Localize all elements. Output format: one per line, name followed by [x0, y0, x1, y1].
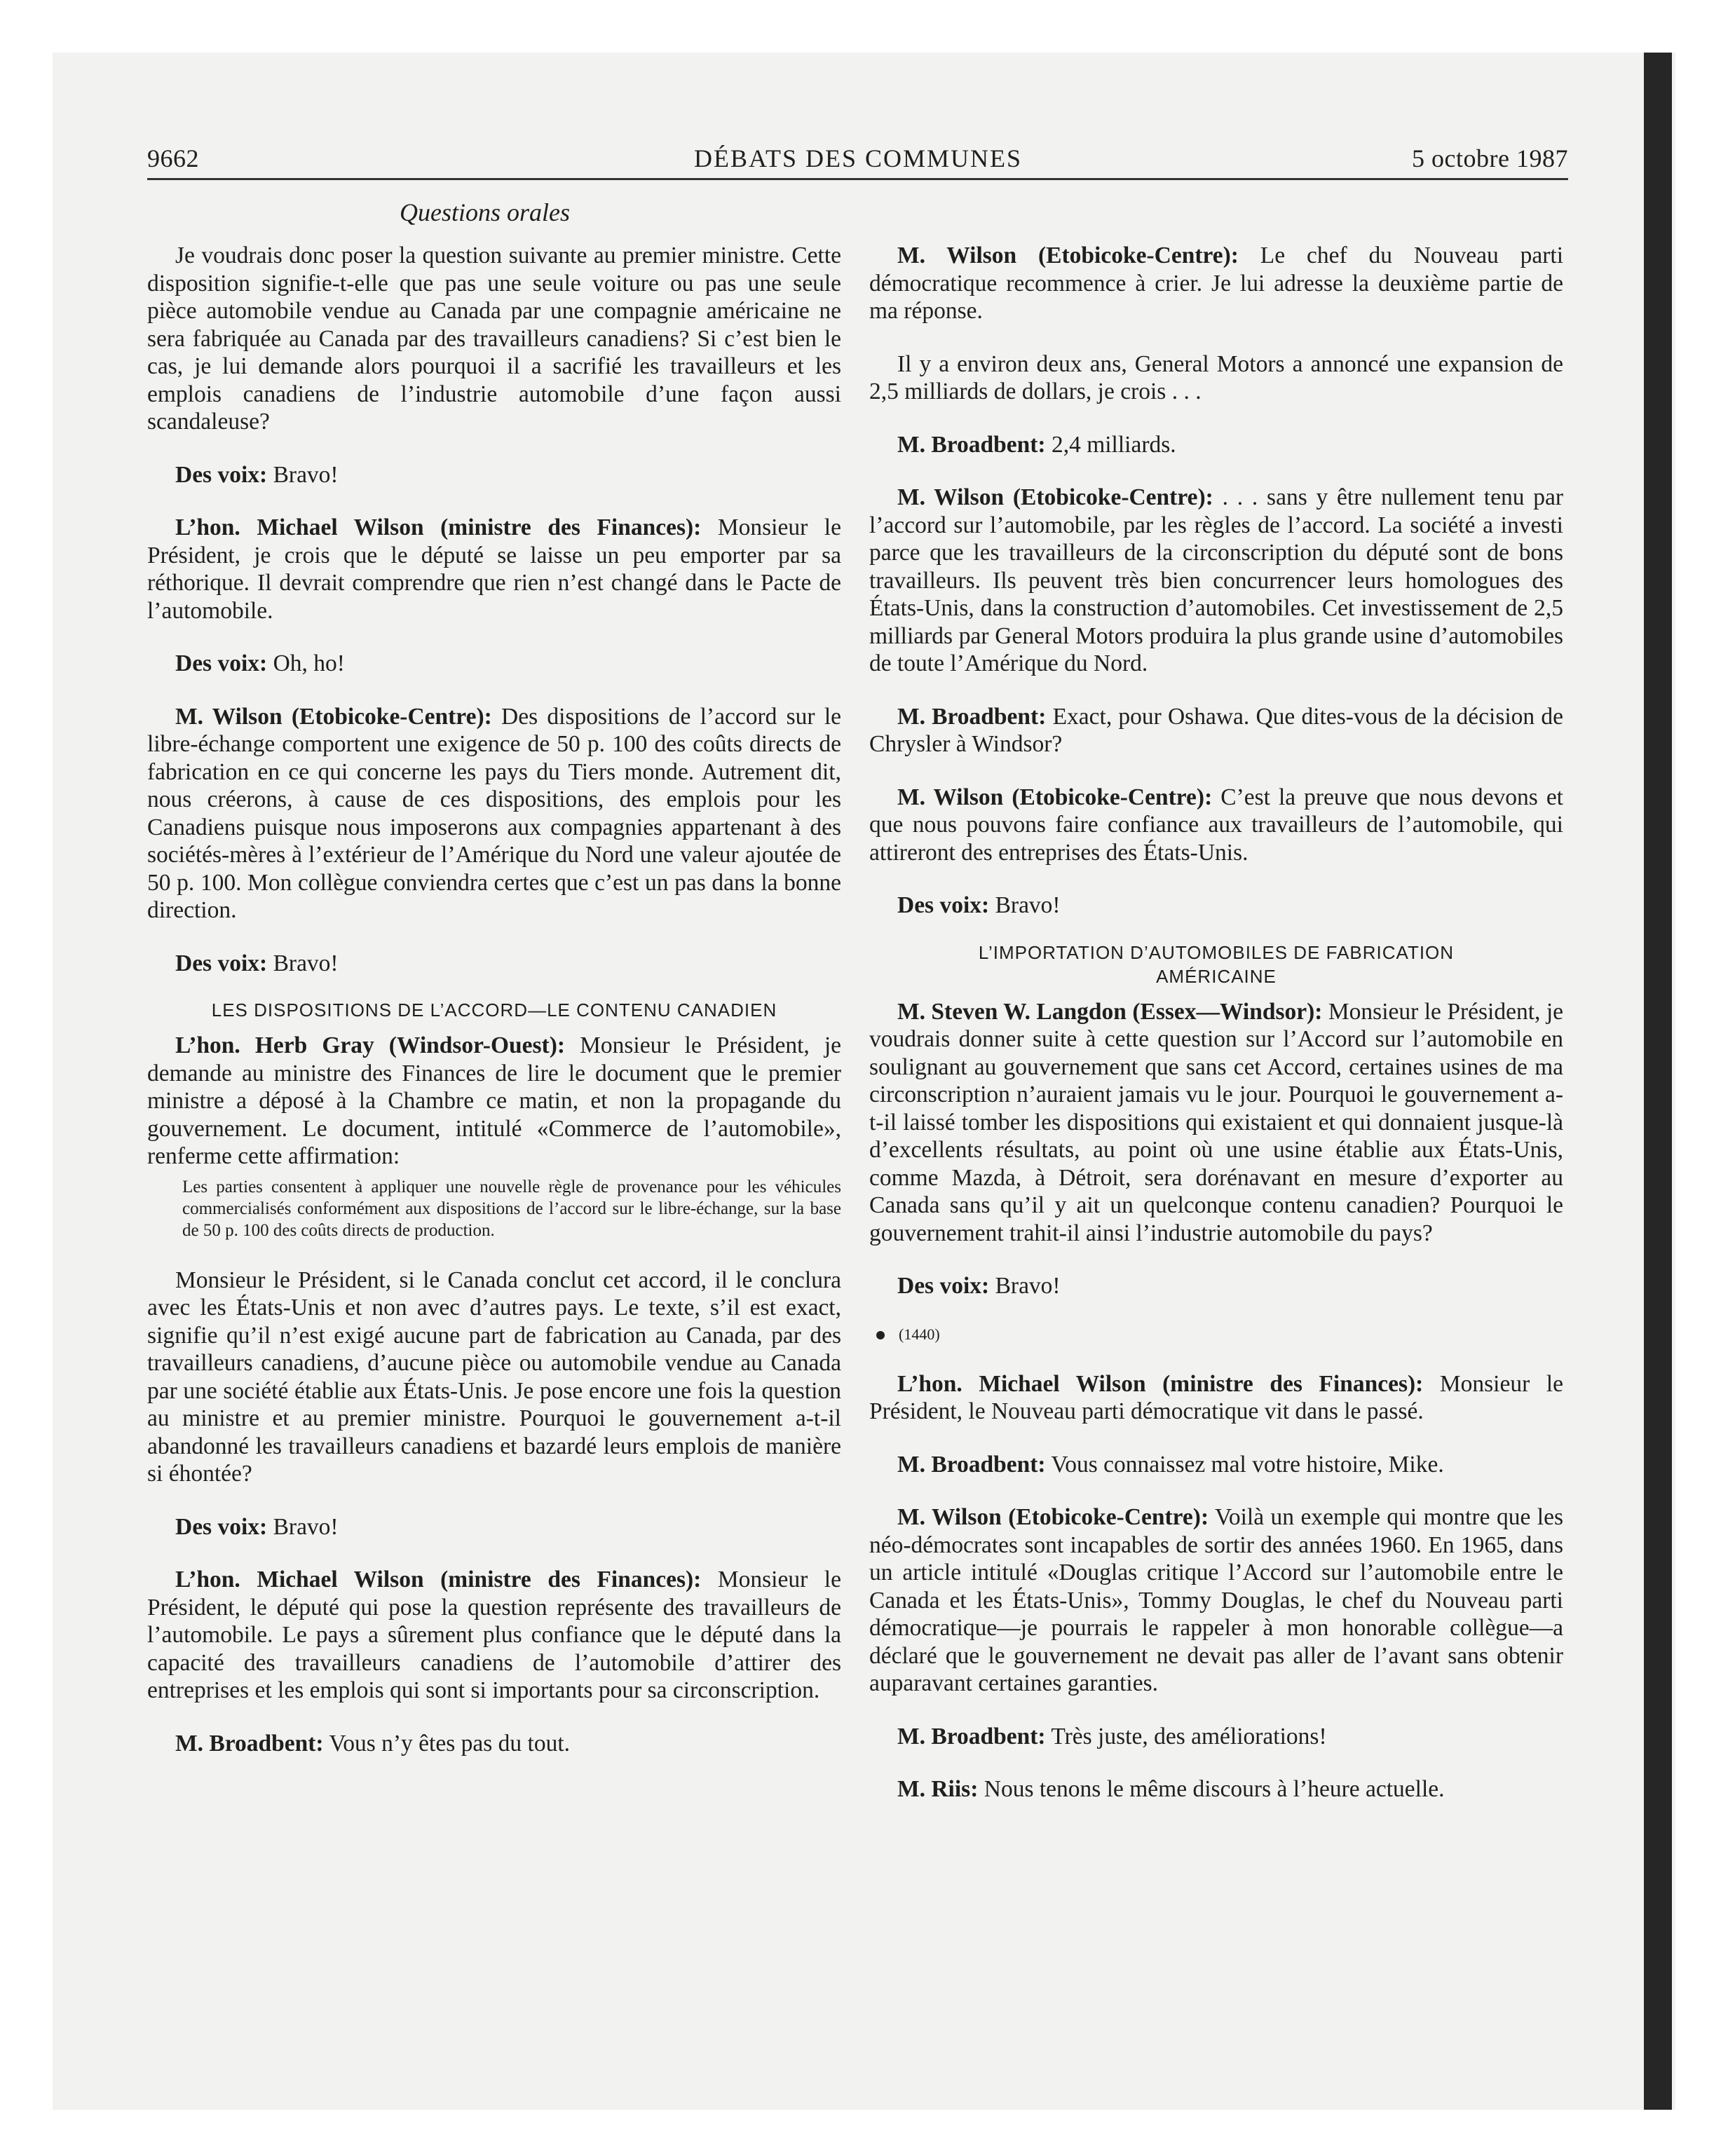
speech-text: Bravo!: [989, 1273, 1061, 1299]
scan-edge-bar: [1644, 53, 1672, 2110]
paragraph: [869, 484, 1563, 678]
paragraph: [869, 1723, 1563, 1751]
section-heading-line: AMÉRICAINE: [1156, 965, 1277, 987]
speech-text: Oh, ho!: [267, 650, 345, 676]
speaker-name: Des voix:: [175, 950, 268, 976]
speaker-name: Des voix:: [897, 1273, 990, 1299]
paragraph: [147, 461, 841, 489]
paragraph: [869, 242, 1563, 325]
bullet-dot-icon: [876, 1331, 885, 1339]
section-heading: LES DISPOSITIONS DE L’ACCORD—LE CONTENU CANADIEN: [211, 999, 777, 1021]
speech-text: Bravo!: [267, 950, 339, 976]
speech-text: Le chef du Nouveau parti démocratique recommence à crier. Je lui adresse la deuxième partie de ma réponse.: [869, 243, 1563, 324]
paragraph: [147, 1730, 841, 1758]
speech-text: Monsieur le Président, le député qui pose la question représente des travailleurs de l’automobile. Le pays a sûrement plus confiance que le député dans la capacité des travailleurs canadiens de l’automobile d’attirer des entreprises et les emplois qui sont si importants pour sa circonscription.: [147, 1567, 841, 1703]
speech-text: Monsieur le Président, je crois que le député se laisse un peu emporter par sa réthorique. Il devrait comprendre que rien n’est changé dans le Pacte de l’automobile.: [147, 514, 841, 624]
section-heading: [869, 941, 1563, 988]
paragraph: [869, 1370, 1563, 1426]
paragraph: Monsieur le Président, si le Canada conclut cet accord, il le conclura avec les États-Unis et non avec d’autres pays. Le texte, s’il est exact, signifie qu’il n’est exigé aucune part de fabrication au Canada, par des travailleurs canadiens, d’aucune pièce ou automobile vendue au Canada par une société établie aux États-Unis. Je pose encore une fois la question au ministre et au premier ministre. Pourquoi le gouvernement a-t-il abandonné les travailleurs canadiens et bazardé leurs emplois de manière si éhontée?: [147, 1267, 841, 1487]
speech-text: Vous connaissez mal votre histoire, Mike.: [1045, 1451, 1444, 1478]
paragraph: [869, 892, 1563, 920]
running-title: Questions orales: [400, 198, 570, 226]
paragraph: [147, 703, 841, 925]
speaker-name: L’hon. Herb Gray (Windsor-Ouest):: [175, 1032, 566, 1058]
speaker-name: M. Broadbent:: [175, 1730, 324, 1756]
right-column: [869, 242, 1563, 1803]
paragraph: [869, 998, 1563, 1248]
paragraph: [147, 1513, 841, 1541]
paragraph: [869, 1775, 1563, 1803]
speech-text: Monsieur le Président, je voudrais donner suite à cette question sur l’Accord sur l’automobile en soulignant au gouvernement que sans cet Accord, certaines usines de ma circonscription n’auraient jamais vu le jour. Pourquoi le gouvernement a-t-il laissé tomber les dispositions qui existaient et qui donnaient jusque-là d’excellents résultats, au point où une usine établie aux États-Unis, comme Mazda, à Détroit, sera dorénavant en mesure d’exporter au Canada sans qu’il y ait un quelconque contenu canadien? Pourquoi le gouvernement trahit-il ainsi l’industrie automobile du pays?: [869, 998, 1563, 1246]
speaker-name: M. Broadbent:: [897, 1451, 1046, 1478]
speaker-name: L’hon. Michael Wilson (ministre des Finances):: [897, 1370, 1424, 1397]
speech-text: Bravo!: [267, 461, 339, 488]
speaker-name: M. Wilson (Etobicoke-Centre):: [897, 243, 1239, 268]
speaker-name: Des voix:: [175, 1513, 268, 1540]
time-marker: [869, 1324, 1563, 1345]
speech-text: . . . sans y être nullement tenu par l’accord sur l’automobile, par les règles de l’accord. La société a investi parce que les travailleurs de la circonscription du député sont de bons travailleurs. Ils peuvent très bien concurrencer leurs homologues des États-Unis, dans la construction d’automobiles. Cet investissement de 2,5 milliards par General Motors produira la plus grande usine d’automobiles de toute l’Amérique du Nord.: [869, 484, 1564, 676]
speaker-name: L’hon. Michael Wilson (ministre des Finances):: [175, 514, 702, 540]
speaker-name: M. Wilson (Etobicoke-Centre):: [175, 703, 492, 730]
block-quote: Les parties consentent à appliquer une nouvelle règle de provenance pour les véhicules commercialisés conformément aux dispositions de l’accord sur le libre-échange, sur la base de 50 p. 100 des coûts directs de production.: [182, 1177, 841, 1240]
speech-text: Vous n’y êtes pas du tout.: [323, 1730, 571, 1756]
paragraph: [147, 514, 841, 625]
speech-text: 2,4 milliards.: [1045, 431, 1176, 458]
publication-date: 5 octobre 1987: [1412, 144, 1568, 172]
paragraph: [869, 1451, 1563, 1479]
speaker-name: L’hon. Michael Wilson (ministre des Finances):: [175, 1567, 702, 1592]
page-number: 9662: [147, 144, 199, 172]
speech-text: Monsieur le Président, je demande au ministre des Finances de lire le document que le premier ministre a déposé à la Chambre ce matin, et non la propagande du gouvernement. Le document, intitulé «Commerce de l’automobile», renferme cette affirmation:: [147, 1032, 841, 1169]
paragraph: Je voudrais donc poser la question suivante au premier ministre. Cette disposition signifie-t-elle que pas une seule voiture ou pas une seule pièce automobile vendue au Canada par une compagnie américaine ne sera fabriquée au Canada par des travailleurs canadiens? Si c’est bien le cas, je lui demande alors pourquoi il a sacrifié les travailleurs et les emplois canadiens de l’industrie automobile d’une façon aussi scandaleuse?: [147, 243, 841, 435]
speaker-name: M. Wilson (Etobicoke-Centre):: [897, 484, 1213, 510]
paragraph: [147, 950, 841, 978]
speech-text: Voilà un exemple qui montre que les néo-démocrates sont incapables de sortir des années 1960. En 1965, dans un article intitulé «Douglas critique l’Accord sur l’automobile entre le Canada et les États-Unis», Tommy Douglas, le chef du Nouveau parti démocratique—je pourrais le rappeler à mon honorable collègue—a déclaré que le gouvernement ne devait pas aller de l’avant sans obtenir auparavant certaines garanties.: [869, 1504, 1563, 1696]
speech-text: Exact, pour Oshawa. Que dites-vous de la décision de Chrysler à Windsor?: [869, 703, 1563, 757]
paragraph: [147, 650, 841, 678]
speaker-name: M. Wilson (Etobicoke-Centre):: [897, 1504, 1209, 1530]
paragraph: [869, 703, 1563, 758]
paragraph: Il y a environ deux ans, General Motors a annoncé une expansion de 2,5 milliards de dollars, je crois . . .: [869, 350, 1563, 404]
section-heading-line: L’IMPORTATION D’AUTOMOBILES DE FABRICATION: [978, 941, 1455, 963]
time-marker-text: (1440): [899, 1325, 940, 1343]
speaker-name: M. Broadbent:: [897, 1723, 1046, 1749]
paragraph: [869, 784, 1563, 867]
header-rule: [147, 178, 1568, 180]
speech-text: Bravo!: [267, 1513, 339, 1540]
speech-text: Bravo!: [989, 892, 1061, 918]
paragraph: [869, 1272, 1563, 1300]
speech-text: Des dispositions de l’accord sur le libre-échange comportent une exigence de 50 p. 100 des coûts directs de fabrication en ce qui concerne les pays du Tiers monde. Autrement dit, nous créerons, à cause de ces dispositions, des emplois pour les Canadiens puisque nous imposerons aux compagnies appartenant à des sociétés-mères à l’extérieur de l’Amérique du Nord une valeur ajoutée de 50 p. 100. Mon collègue conviendra certes que c’est un pas dans la bonne direction.: [147, 703, 841, 923]
left-column: [147, 242, 841, 1757]
paragraph: [869, 431, 1563, 459]
speech-text: Très juste, des améliorations!: [1045, 1723, 1327, 1749]
speaker-name: Des voix:: [897, 892, 990, 918]
speech-text: Monsieur le Président, le Nouveau parti démocratique vit dans le passé.: [869, 1370, 1563, 1424]
paragraph: [147, 1566, 841, 1705]
paragraph: [147, 1032, 841, 1171]
speaker-name: M. Broadbent:: [897, 431, 1046, 458]
speech-text: Nous tenons le même discours à l’heure actuelle.: [978, 1776, 1445, 1802]
paragraph: [869, 1503, 1563, 1698]
speaker-name: M. Steven W. Langdon (Essex—Windsor):: [897, 998, 1323, 1025]
speech-text: C’est la preuve que nous devons et que nous pouvons faire confiance aux travailleurs de l’automobile, qui attireront des entreprises des États-Unis.: [869, 784, 1563, 866]
publication-title: DÉBATS DES COMMUNES: [694, 144, 1023, 172]
speaker-name: Des voix:: [175, 650, 268, 676]
speaker-name: M. Riis:: [897, 1776, 979, 1802]
speaker-name: Des voix:: [175, 461, 268, 488]
speaker-name: M. Wilson (Etobicoke-Centre):: [897, 784, 1213, 810]
speaker-name: M. Broadbent:: [897, 703, 1047, 730]
